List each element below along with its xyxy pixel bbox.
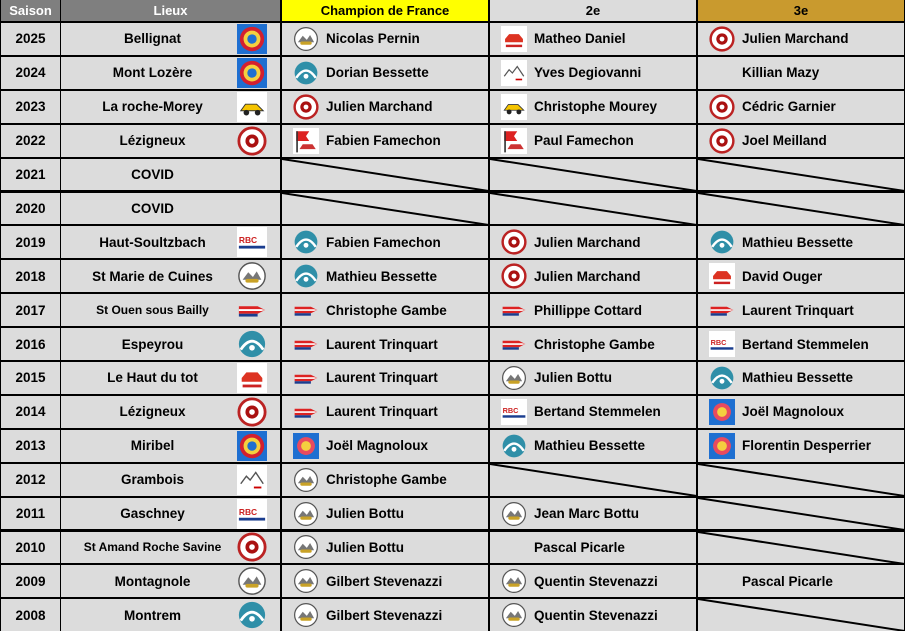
venue-name: Le Haut du tot bbox=[107, 370, 198, 386]
champion-cell bbox=[282, 328, 488, 360]
red-blue-stripe-logo-icon bbox=[292, 365, 320, 394]
third-empty-cell bbox=[698, 532, 904, 564]
blue-round-club-venue-logo-icon bbox=[236, 431, 268, 462]
champion-cell bbox=[282, 498, 488, 530]
season-cell: 2018 bbox=[1, 260, 60, 292]
champion-cell bbox=[282, 91, 488, 123]
champion-driver-name: Laurent Trinquart bbox=[326, 404, 438, 420]
second-cell bbox=[490, 23, 696, 55]
third-cell bbox=[698, 260, 904, 292]
red-blue-stripe-logo-icon bbox=[500, 297, 528, 326]
champion-driver-name: Mathieu Bessette bbox=[326, 268, 438, 284]
venue-cell bbox=[61, 430, 280, 462]
third-cell bbox=[698, 125, 904, 157]
second-empty-cell bbox=[490, 464, 696, 496]
white-round-emblem-icon bbox=[292, 26, 320, 55]
third-driver-name: David Ouger bbox=[742, 268, 823, 284]
white-round-emblem-icon bbox=[292, 467, 320, 496]
season-cell: 2019 bbox=[1, 226, 60, 258]
season-cell: 2010 bbox=[1, 532, 60, 564]
yellow-car-logo-icon bbox=[500, 94, 528, 123]
champion-cell bbox=[282, 464, 488, 496]
champion-driver-name: Nicolas Pernin bbox=[326, 31, 420, 47]
venue-name: Mont Lozère bbox=[112, 65, 193, 81]
venue-cell bbox=[61, 396, 280, 428]
third-driver-name: Cédric Garnier bbox=[742, 99, 836, 115]
teal-arc-logo-icon bbox=[292, 60, 320, 89]
champion-driver-name: Gilbert Stevenazzi bbox=[326, 607, 443, 623]
venue-name: St Ouen sous Bailly bbox=[96, 303, 209, 318]
second-cell bbox=[490, 260, 696, 292]
blue-round-club-venue-logo-icon bbox=[236, 58, 268, 89]
third-driver-name: Pascal Picarle bbox=[742, 573, 833, 589]
venue-cell bbox=[61, 294, 280, 326]
yellow-car-venue-logo-icon bbox=[236, 92, 268, 123]
header-venue: Lieux bbox=[61, 0, 280, 21]
second-driver-name: Paul Famechon bbox=[534, 133, 634, 149]
champion-driver-name: Fabien Famechon bbox=[326, 133, 441, 149]
champion-driver-name: Joël Magnoloux bbox=[326, 438, 429, 454]
red-flag-car-logo-icon bbox=[500, 128, 528, 157]
season-cell: 2020 bbox=[1, 193, 60, 225]
venue-cell bbox=[61, 226, 280, 258]
champion-cell bbox=[282, 260, 488, 292]
third-cell bbox=[698, 91, 904, 123]
third-driver-name: Joel Meilland bbox=[742, 133, 827, 149]
red-blue-stripe-logo-icon bbox=[292, 399, 320, 428]
venue-cell bbox=[61, 91, 280, 123]
red-car-colocas-logo-icon bbox=[500, 26, 528, 55]
second-cell bbox=[490, 532, 696, 564]
second-cell bbox=[490, 125, 696, 157]
teal-arc-logo-icon bbox=[500, 433, 528, 462]
second-cell bbox=[490, 599, 696, 631]
second-driver-name: Christophe Mourey bbox=[534, 99, 658, 115]
second-cell bbox=[490, 362, 696, 394]
second-cell bbox=[490, 294, 696, 326]
third-empty-cell bbox=[698, 464, 904, 496]
second-cell bbox=[490, 498, 696, 530]
red-car-colocas-logo-icon bbox=[708, 263, 736, 292]
venue-cell bbox=[61, 328, 280, 360]
white-round-emblem-icon bbox=[292, 602, 320, 631]
venue-cell bbox=[61, 565, 280, 597]
season-cell: 2023 bbox=[1, 91, 60, 123]
third-cell bbox=[698, 362, 904, 394]
champion-driver-name: Julien Bottu bbox=[326, 539, 404, 555]
venue-cell bbox=[61, 362, 280, 394]
red-car-colocas-venue-logo-icon bbox=[236, 363, 268, 394]
blue-square-emblem-icon bbox=[292, 433, 320, 462]
champion-cell bbox=[282, 294, 488, 326]
red-blue-stripe-logo-icon bbox=[500, 331, 528, 360]
champion-driver-name: Christophe Gambe bbox=[326, 302, 447, 318]
champion-driver-name: Christophe Gambe bbox=[326, 472, 447, 488]
champion-cell bbox=[282, 430, 488, 462]
third-cell bbox=[698, 328, 904, 360]
white-round-emblem-icon bbox=[500, 365, 528, 394]
third-empty-cell bbox=[698, 498, 904, 530]
second-driver-name: Jean Marc Bottu bbox=[534, 506, 640, 522]
third-cell bbox=[698, 430, 904, 462]
third-cell bbox=[698, 396, 904, 428]
venue-name: Haut-Soultzbach bbox=[99, 234, 206, 250]
venue-cell bbox=[61, 260, 280, 292]
season-cell: 2021 bbox=[1, 159, 60, 191]
teal-arc-logo-icon bbox=[292, 229, 320, 258]
blue-square-emblem-icon bbox=[708, 399, 736, 428]
venue-cell bbox=[61, 599, 280, 631]
red-round-venue-logo-icon bbox=[236, 532, 268, 563]
season-cell: 2008 bbox=[1, 599, 60, 631]
red-round-emblem-icon bbox=[708, 128, 736, 157]
season-cell: 2014 bbox=[1, 396, 60, 428]
third-empty-cell bbox=[698, 159, 904, 191]
red-round-venue-logo-icon bbox=[236, 126, 268, 157]
champion-cell bbox=[282, 396, 488, 428]
header-second: 2e bbox=[490, 0, 696, 21]
second-driver-name: Phillippe Cottard bbox=[534, 302, 642, 318]
second-cell bbox=[490, 565, 696, 597]
venue-cell bbox=[61, 57, 280, 89]
second-cell bbox=[490, 328, 696, 360]
second-empty-cell bbox=[490, 159, 696, 191]
venue-name: St Amand Roche Savine bbox=[83, 540, 222, 555]
third-cell bbox=[698, 294, 904, 326]
season-cell: 2024 bbox=[1, 57, 60, 89]
venue-name: Miribel bbox=[130, 438, 175, 454]
venue-name: Lézigneux bbox=[119, 133, 186, 149]
third-cell bbox=[698, 23, 904, 55]
third-empty-cell bbox=[698, 599, 904, 631]
white-round-venue-logo-icon bbox=[236, 566, 268, 597]
venue-name: COVID bbox=[131, 167, 174, 183]
white-round-emblem-icon bbox=[500, 501, 528, 530]
venue-cell bbox=[61, 125, 280, 157]
third-cell bbox=[698, 57, 904, 89]
season-cell: 2016 bbox=[1, 328, 60, 360]
teal-arc-venue-logo-icon bbox=[236, 329, 268, 360]
second-driver-name: Christophe Gambe bbox=[534, 336, 655, 352]
second-cell bbox=[490, 226, 696, 258]
red-blue-stripe-logo-icon bbox=[292, 331, 320, 360]
rbc-text-venue-logo-icon bbox=[236, 499, 268, 530]
champion-cell bbox=[282, 599, 488, 631]
venue-cell bbox=[61, 464, 280, 496]
white-round-emblem-icon bbox=[292, 534, 320, 563]
third-driver-name: Mathieu Bessette bbox=[742, 370, 854, 386]
teal-arc-logo-icon bbox=[708, 229, 736, 258]
red-round-emblem-icon bbox=[500, 263, 528, 292]
red-round-emblem-icon bbox=[292, 94, 320, 123]
svg-text:RBC: RBC bbox=[238, 235, 258, 246]
header-champion: Champion de France bbox=[282, 0, 488, 21]
champion-cell bbox=[282, 565, 488, 597]
champion-driver-name: Dorian Bessette bbox=[326, 65, 429, 81]
white-round-venue-logo-icon bbox=[236, 261, 268, 292]
champion-driver-name: Laurent Trinquart bbox=[326, 336, 438, 352]
season-cell: 2017 bbox=[1, 294, 60, 326]
champion-cell bbox=[282, 532, 488, 564]
second-driver-name: Bertand Stemmelen bbox=[534, 404, 661, 420]
red-flag-car-logo-icon bbox=[292, 128, 320, 157]
season-cell: 2022 bbox=[1, 125, 60, 157]
third-driver-name: Killian Mazy bbox=[742, 65, 820, 81]
venue-name: Bellignat bbox=[123, 31, 181, 47]
venue-name: St Marie de Cuines bbox=[92, 268, 213, 284]
second-driver-name: Julien Marchand bbox=[534, 234, 641, 250]
third-driver-name: Joël Magnoloux bbox=[742, 404, 845, 420]
red-blue-stripe-logo-icon bbox=[708, 297, 736, 326]
venue-name: Espeyrou bbox=[121, 336, 184, 352]
champion-driver-name: Julien Marchand bbox=[326, 99, 433, 115]
second-driver-name: Matheo Daniel bbox=[534, 31, 626, 47]
third-cell bbox=[698, 226, 904, 258]
season-cell: 2012 bbox=[1, 464, 60, 496]
second-cell bbox=[490, 91, 696, 123]
second-driver-name: Pascal Picarle bbox=[534, 539, 625, 555]
champion-cell bbox=[282, 23, 488, 55]
red-round-venue-logo-icon bbox=[236, 397, 268, 428]
champion-cell bbox=[282, 125, 488, 157]
white-sketch-logo-icon bbox=[500, 60, 528, 89]
second-driver-name: Julien Bottu bbox=[534, 370, 612, 386]
season-cell: 2025 bbox=[1, 23, 60, 55]
venue-cell bbox=[61, 498, 280, 530]
second-driver-name: Quentin Stevenazzi bbox=[534, 573, 658, 589]
venue-cell bbox=[61, 532, 280, 564]
champion-cell bbox=[282, 57, 488, 89]
teal-arc-venue-logo-icon bbox=[236, 600, 268, 631]
champion-driver-name: Laurent Trinquart bbox=[326, 370, 438, 386]
champion-driver-name: Fabien Famechon bbox=[326, 234, 441, 250]
season-cell: 2009 bbox=[1, 565, 60, 597]
red-round-emblem-icon bbox=[708, 94, 736, 123]
rbc-text-logo-icon bbox=[500, 399, 528, 428]
second-cell bbox=[490, 396, 696, 428]
venue-name: Montrem bbox=[124, 607, 181, 623]
third-driver-name: Bertand Stemmelen bbox=[742, 336, 869, 352]
third-driver-name: Mathieu Bessette bbox=[742, 234, 854, 250]
red-round-emblem-icon bbox=[708, 26, 736, 55]
white-round-emblem-icon bbox=[500, 568, 528, 597]
venue-name: Grambois bbox=[120, 472, 185, 488]
red-round-emblem-icon bbox=[500, 229, 528, 258]
svg-text:RBC: RBC bbox=[710, 337, 727, 347]
third-driver-name: Laurent Trinquart bbox=[742, 302, 854, 318]
teal-arc-logo-icon bbox=[292, 263, 320, 292]
venue-name: Montagnole bbox=[114, 573, 191, 589]
venue-name: COVID bbox=[131, 200, 174, 216]
svg-text:RBC: RBC bbox=[502, 405, 519, 415]
blue-square-emblem-icon bbox=[708, 433, 736, 462]
champion-cell bbox=[282, 362, 488, 394]
white-round-emblem-icon bbox=[292, 568, 320, 597]
venue-cell bbox=[61, 159, 280, 191]
third-driver-name: Julien Marchand bbox=[742, 31, 849, 47]
venue-name: Gaschney bbox=[120, 506, 185, 522]
white-sketch-venue-logo-icon bbox=[236, 465, 268, 496]
red-blue-stripe-venue-logo-icon bbox=[236, 295, 268, 326]
champion-driver-name: Gilbert Stevenazzi bbox=[326, 573, 443, 589]
second-driver-name: Mathieu Bessette bbox=[534, 438, 646, 454]
champion-cell bbox=[282, 226, 488, 258]
season-cell: 2013 bbox=[1, 430, 60, 462]
second-driver-name: Yves Degiovanni bbox=[534, 65, 642, 81]
red-blue-stripe-logo-icon bbox=[292, 297, 320, 326]
venue-cell bbox=[61, 23, 280, 55]
second-cell bbox=[490, 430, 696, 462]
venue-name: La roche-Morey bbox=[102, 99, 203, 115]
third-empty-cell bbox=[698, 193, 904, 225]
third-driver-name: Florentin Desperrier bbox=[742, 438, 872, 454]
teal-arc-logo-icon bbox=[708, 365, 736, 394]
rbc-text-venue-logo-icon bbox=[236, 227, 268, 258]
venue-name: Lézigneux bbox=[119, 404, 186, 420]
rbc-text-logo-icon bbox=[708, 331, 736, 360]
white-round-emblem-icon bbox=[292, 501, 320, 530]
second-driver-name: Quentin Stevenazzi bbox=[534, 607, 658, 623]
venue-cell bbox=[61, 193, 280, 225]
header-third: 3e bbox=[698, 0, 904, 21]
white-round-emblem-icon bbox=[500, 602, 528, 631]
blue-round-club-venue-logo-icon bbox=[236, 24, 268, 55]
second-empty-cell bbox=[490, 193, 696, 225]
second-cell bbox=[490, 57, 696, 89]
season-cell: 2011 bbox=[1, 498, 60, 530]
champion-driver-name: Julien Bottu bbox=[326, 506, 404, 522]
champion-empty-cell bbox=[282, 159, 488, 191]
second-driver-name: Julien Marchand bbox=[534, 268, 641, 284]
season-cell: 2015 bbox=[1, 362, 60, 394]
header-season: Saison bbox=[1, 0, 60, 21]
third-cell bbox=[698, 565, 904, 597]
champion-empty-cell bbox=[282, 193, 488, 225]
svg-text:RBC: RBC bbox=[238, 506, 258, 517]
